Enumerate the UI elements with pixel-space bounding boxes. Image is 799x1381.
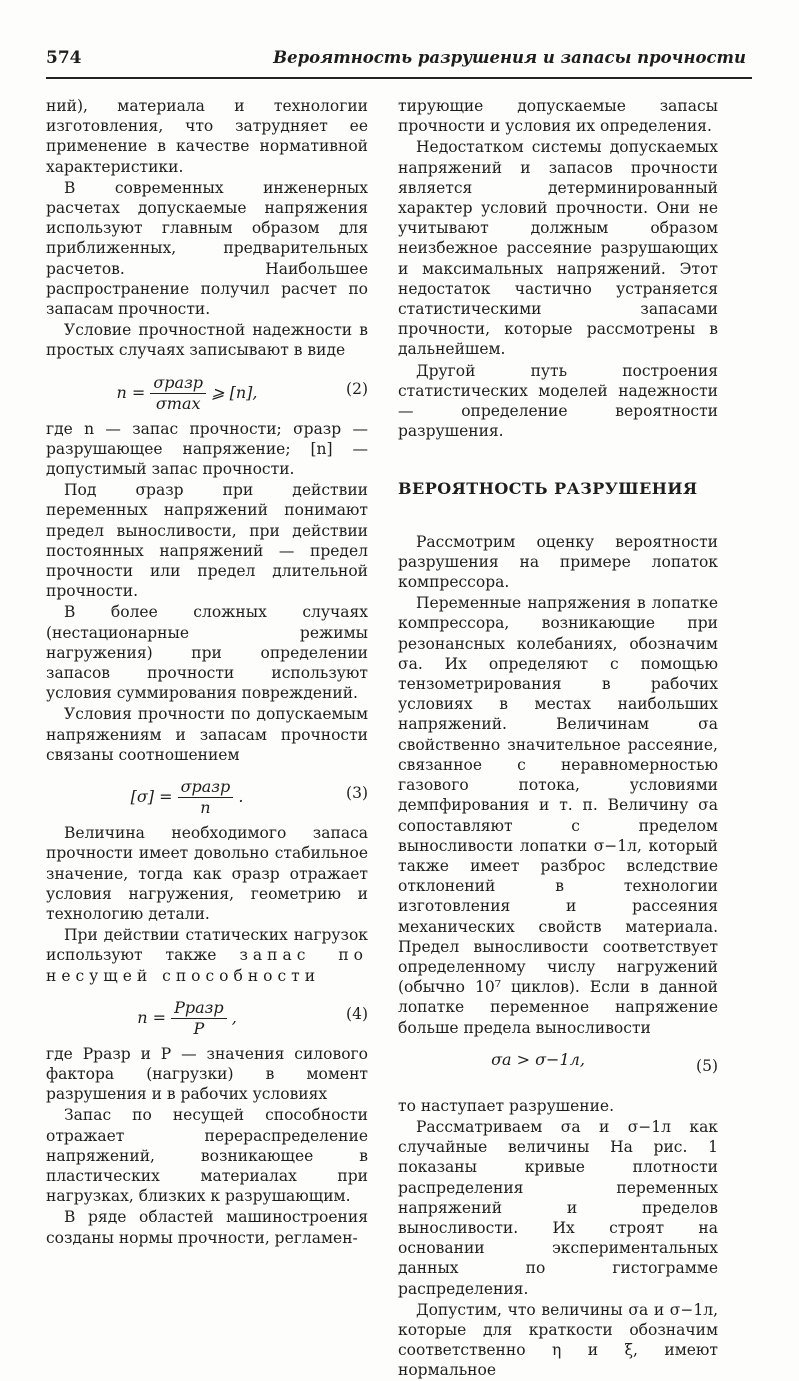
eq3-fraction [178,777,234,818]
eq4-denominator: P [193,1018,205,1038]
paragraph: В ряде областей машиностроения созданы нормы прочности, регламен- [46,1208,368,1247]
left-column [46,96,368,1248]
paragraph: где Pразр и P — значения силового фактора (нагрузки) в момент разрушения и в рабочих условиях [46,1044,368,1104]
paragraph: Рассмотрим оценку вероятности разрушения на примере лопаток компрессора. [398,532,718,592]
paragraph: тирующие допускаемые запасы прочности и условия их определения. [398,97,718,136]
section-heading: ВЕРОЯТНОСТЬ РАЗРУШЕНИЯ [398,479,698,499]
right-column [398,96,718,1381]
equation-3 [46,769,368,817]
paragraph: Величина необходимого запаса прочности имеет довольно стабильное значение, тогда как σразр отражает условия нагружения, геометрию и технологию детали. [46,824,368,923]
eq5-label: (5) [696,1056,718,1075]
paragraph: Допустим, что величины σa и σ−1л, которые для краткости обозначим соответственно η и ξ, имеют нормальное [398,1300,718,1380]
paragraph: Другой путь построения статистических моделей надежности — определение вероятности разрушения. [398,361,718,441]
eq4-numerator: Pразр [171,998,227,1019]
equation-4 [46,990,368,1038]
paragraph: Условие прочностной надежности в простых случаях записывают в виде [46,321,368,360]
paragraph: Условия прочности по допускаемым напряжениям и запасам прочности связаны соотношением [46,705,368,764]
eq4-lhs: n = [137,1007,172,1027]
eq3-rhs: . [238,787,244,807]
paragraph: то наступает разрушение. [398,1096,615,1115]
eq3-denominator: n [200,798,211,818]
eq3-lhs: [σ] = [130,787,178,807]
paragraph [46,925,368,986]
paragraph: Недостатком системы допускаемых напряжений и запасов прочности является детерминированный характер условий прочности. Они не учитывают должным образом неизбежное рассеяние разрушающих и максимальных напряжений. Этот недостаток частично устраняется статистическими запасами прочности, которые рассмотрены в дальнейшем. [398,138,718,359]
eq2-fraction [150,373,206,414]
eq2-label: (2) [346,379,368,398]
eq2-lhs: n = [116,382,151,402]
eq2-numerator: σразр [150,373,206,394]
paragraph: Переменные напряжения в лопатке компрессора, возникающие при резонансных колебаниях, обозначим σa. Их определяют с помощью тензометрирования в рабочих условиях в местах наибольших напряжений. Величинам σa свойственно значительное рассеяние, связанное с неравномерностью газового потока, условиями демпфирования и т. п. Величину σa сопоставляют с пределом выносливости лопатки σ−1л, который также имеет разброс вследствие отклонений в технологии изготовления и рассеяния механических свойств материала. Предел выносливости соответствует определенному числу нагружений (обычно 10⁷ циклов). Если в данной лопатке переменное напряжение больше предела выносливости [398,594,718,1037]
eq3-label: (3) [346,784,368,803]
paragraph-text: При действии статических нагрузок используют также [46,926,368,965]
paragraph: ний), материала и технологии изготовления, что затрудняет ее применение в качестве нормативной характеристики. [46,97,368,176]
paragraph: В современных инженерных расчетах допускаемые напряжения используют главным образом для приближенных, предварительных расчетов. Наибольшее распространение получил расчет по запасам прочности. [46,178,368,319]
equation-5 [398,1042,718,1090]
eq4-rhs: , [231,1007,237,1027]
paragraph: В более сложных случаях (нестационарные режимы нагружения) при определении запасов прочности используют условия суммирования повреждений. [46,603,368,703]
paragraph: Под σразр при действии переменных напряжений понимают предел выносливости, при действии постоянных напряжений — предел прочности или предел длительной прочности. [46,481,368,601]
eq3-numerator: σразр [178,777,234,798]
eq2-rhs: ⩾ [n], [211,382,258,402]
paragraph: где n — запас прочности; σразр — разрушающее напряжение; [n] — допустимый запас прочности. [46,419,368,479]
eq2-denominator: σmax [155,393,201,413]
paragraph: Запас по несущей способности отражает перераспределение напряжений, возникающее в пластических материалах при нагрузках, близких к разрушающим. [46,1106,368,1206]
paragraph: Рассматриваем σa и σ−1л как случайные величины На рис. 1 показаны кривые плотности распределения переменных напряжений и пределов выносливости. Их строят на основании экспериментальных данных по гистограмме распределения. [398,1117,718,1298]
page-number: 574 [46,48,82,68]
spaced-term: запас по несущей способности [46,946,368,985]
eq4-label: (4) [346,1004,368,1023]
equation-2 [46,365,368,413]
eq5-body: σa > σ−1л, [491,1049,585,1069]
running-title: Вероятность разрушения и запасы прочности [273,48,746,67]
header-rule [46,77,752,79]
eq4-fraction [171,998,227,1039]
running-header [46,48,746,74]
